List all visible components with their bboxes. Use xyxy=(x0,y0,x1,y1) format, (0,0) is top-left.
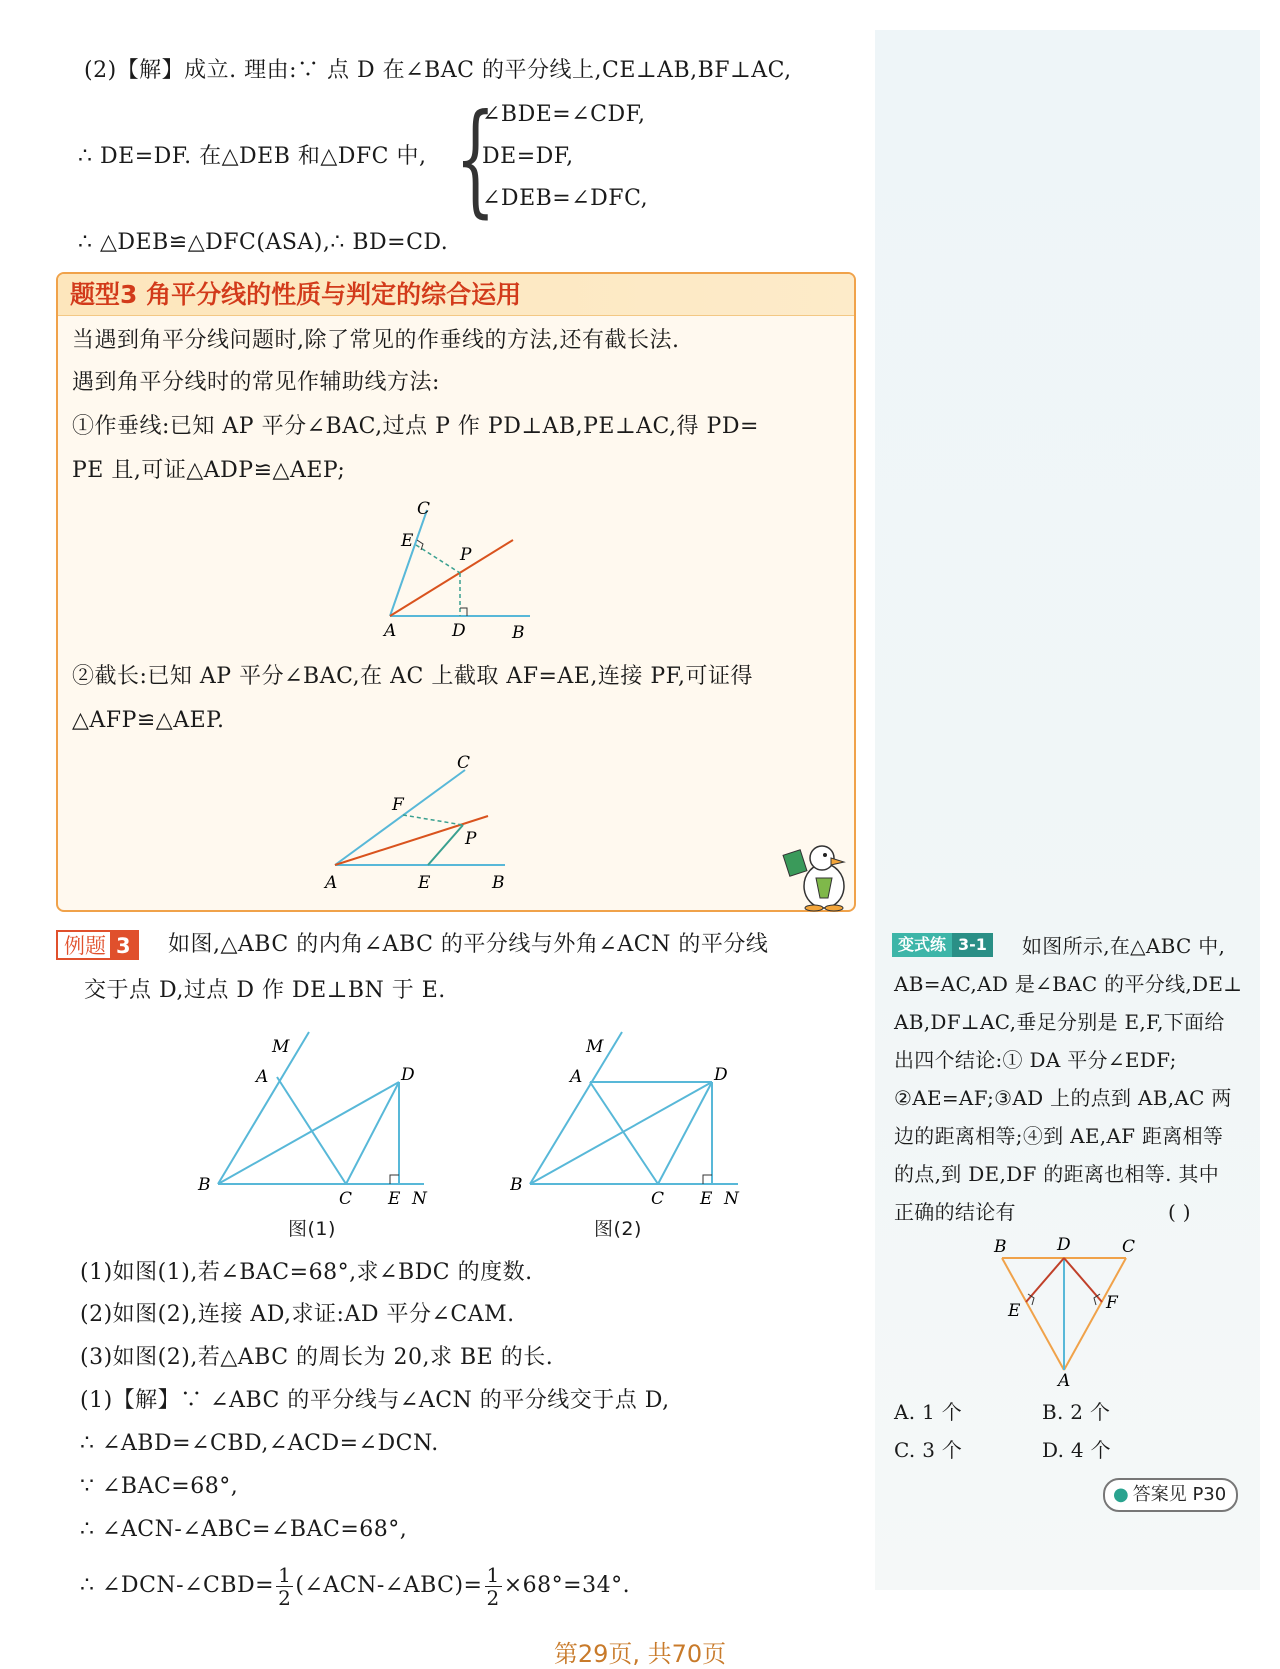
example-figure-2 xyxy=(510,1020,760,1210)
topic-intro-1: 当遇到角平分线问题时,除了常见的作垂线的方法,还有截长法. xyxy=(72,328,680,353)
label-D: D xyxy=(401,1065,415,1085)
continuation-line-3: ∴ △DEB≌△DFC(ASA),∴ BD=CD. xyxy=(78,230,449,255)
fraction-half-2: $\frac{1}{2}$ xyxy=(486,1562,500,1610)
option-a[interactable]: A. 1 个 xyxy=(894,1400,963,1424)
label-E: E xyxy=(1008,1301,1021,1321)
option-d[interactable]: D. 4 个 xyxy=(1042,1438,1111,1462)
segment-DF xyxy=(1064,1258,1102,1302)
fraction-half: $\frac{1}{2}$ xyxy=(278,1562,292,1610)
dashed-FP xyxy=(403,815,463,825)
label-C: C xyxy=(1122,1237,1136,1257)
intercept-method-figure xyxy=(320,748,520,898)
label-D: D xyxy=(452,621,466,641)
line-AC xyxy=(590,1082,658,1184)
right-angle-D xyxy=(460,608,467,616)
line-BM xyxy=(218,1032,309,1184)
brace-item-2: DE=DF, xyxy=(482,144,574,169)
dashed-PE xyxy=(416,545,460,573)
example-badge: 例题 3 xyxy=(56,930,139,960)
solution-line-1: (1)【解】∵ ∠ABC 的平分线与∠ACN 的平分线交于点 D, xyxy=(80,1388,670,1413)
label-B: B xyxy=(492,873,505,893)
label-D: D xyxy=(714,1065,728,1085)
variant-line-1: 如图所示,在△ABC 中, xyxy=(1022,934,1226,958)
label-C: C xyxy=(339,1189,353,1209)
label-A: A xyxy=(384,621,397,641)
perpendicular-method-figure xyxy=(380,496,540,646)
right-angle-E xyxy=(703,1175,712,1184)
figure-caption-2: 图(2) xyxy=(594,1218,642,1240)
example-figure-1 xyxy=(192,1020,442,1210)
option-b[interactable]: B. 2 个 xyxy=(1042,1400,1111,1424)
label-M: M xyxy=(586,1037,604,1057)
label-C: C xyxy=(457,753,471,773)
method1-line-1: ①作垂线:已知 AP 平分∠BAC,过点 P 作 PD⊥AB,PE⊥AC,得 PD= xyxy=(72,414,759,439)
continuation-line-2: ∴ DE=DF. 在△DEB 和△DFC 中, xyxy=(78,144,427,169)
variant-line-7: 的点,到 DE,DF 的距离也相等. 其中 xyxy=(894,1162,1219,1186)
label-D: D xyxy=(1057,1236,1071,1255)
ray-AC xyxy=(335,770,465,865)
question-1: (1)如图(1),若∠BAC=68°,求∠BDC 的度数. xyxy=(80,1260,533,1285)
topic-intro-2: 遇到角平分线时的常见作辅助线方法: xyxy=(72,370,440,395)
brace-item-1: ∠BDE=∠CDF, xyxy=(482,102,646,127)
answer-reference-button[interactable]: ● 答案见 P30 xyxy=(1103,1478,1238,1512)
label-A: A xyxy=(1058,1371,1071,1388)
bisector-AP xyxy=(390,540,513,616)
label-C: C xyxy=(417,499,431,519)
label-A: A xyxy=(570,1067,583,1087)
variant-line-5: ②AE=AF;③AD 上的点到 AB,AC 两 xyxy=(894,1086,1232,1110)
variant-figure xyxy=(990,1236,1140,1388)
solution-line-5: ∴ ∠DCN-∠CBD= $\frac{1}{2}$ (∠ACN-∠ABC)= $\frac{1}{2}$ ×68°=34°. xyxy=(80,1562,631,1610)
label-E: E xyxy=(388,1189,401,1209)
label-P: P xyxy=(465,829,477,849)
topic-title: 题型3 角平分线的性质与判定的综合运用 xyxy=(70,280,522,309)
method2-line-1: ②截长:已知 AP 平分∠BAC,在 AC 上截取 AF=AE,连接 PF,可证得 xyxy=(72,664,753,689)
variant-line-8: 正确的结论有 xyxy=(894,1200,1016,1224)
label-A: A xyxy=(256,1067,269,1087)
variant-line-6: 边的距离相等;④到 AE,AF 距离相等 xyxy=(894,1124,1224,1148)
segment-EP xyxy=(428,825,463,865)
pin-icon: ● xyxy=(1113,1484,1129,1505)
label-N: N xyxy=(724,1189,739,1209)
example-stem-2: 交于点 D,过点 D 作 DE⊥BN 于 E. xyxy=(84,978,446,1003)
brace-item-3: ∠DEB=∠DFC, xyxy=(482,186,649,211)
answer-parentheses: ( ) xyxy=(1168,1200,1191,1224)
variant-line-3: AB,DF⊥AC,垂足分别是 E,F,下面给 xyxy=(894,1010,1225,1034)
label-B: B xyxy=(510,1175,523,1195)
variant-line-2: AB=AC,AD 是∠BAC 的平分线,DE⊥ xyxy=(894,972,1243,996)
method2-line-2: △AFP≌△AEP. xyxy=(72,708,225,733)
label-E: E xyxy=(418,873,431,893)
label-M: M xyxy=(272,1037,290,1057)
label-F: F xyxy=(1106,1293,1118,1313)
label-B: B xyxy=(512,623,525,643)
page-indicator: 第29页, 共70页 xyxy=(553,1640,727,1668)
solution-line-3: ∵ ∠BAC=68°, xyxy=(80,1474,239,1499)
label-N: N xyxy=(412,1189,427,1209)
label-P: P xyxy=(460,545,472,565)
side-AC xyxy=(1064,1258,1126,1370)
question-3: (3)如图(2),若△ABC 的周长为 20,求 BE 的长. xyxy=(80,1345,554,1370)
question-2: (2)如图(2),连接 AD,求证:AD 平分∠CAM. xyxy=(80,1302,515,1327)
label-B: B xyxy=(994,1237,1007,1257)
right-angle-E xyxy=(390,1175,399,1184)
label-E: E xyxy=(401,531,414,551)
label-E: E xyxy=(700,1189,713,1209)
example-stem-1: 如图,△ABC 的内角∠ABC 的平分线与外角∠ACN 的平分线 xyxy=(168,932,769,957)
label-B: B xyxy=(198,1175,211,1195)
option-c[interactable]: C. 3 个 xyxy=(894,1438,963,1462)
method1-line-2: PE 且,可证△ADP≌△AEP; xyxy=(72,458,346,483)
solution-line-2: ∴ ∠ABD=∠CBD,∠ACD=∠DCN. xyxy=(80,1431,439,1456)
solution-line-4: ∴ ∠ACN-∠ABC=∠BAC=68°, xyxy=(80,1517,408,1542)
continuation-line-1: (2)【解】成立. 理由:∵ 点 D 在∠BAC 的平分线上,CE⊥AB,BF⊥AC, xyxy=(84,58,792,83)
label-F: F xyxy=(392,795,404,815)
label-A: A xyxy=(325,873,338,893)
ray-AC xyxy=(390,510,427,616)
segment-DE xyxy=(1026,1258,1064,1302)
mascot-duck-illustration xyxy=(782,838,854,912)
figure-caption-1: 图(1) xyxy=(288,1218,336,1240)
variant-badge: 变式练 3-1 xyxy=(892,933,993,957)
brace: { xyxy=(455,90,496,232)
variant-line-4: 出四个结论:① DA 平分∠EDF; xyxy=(894,1048,1177,1072)
label-C: C xyxy=(651,1189,665,1209)
